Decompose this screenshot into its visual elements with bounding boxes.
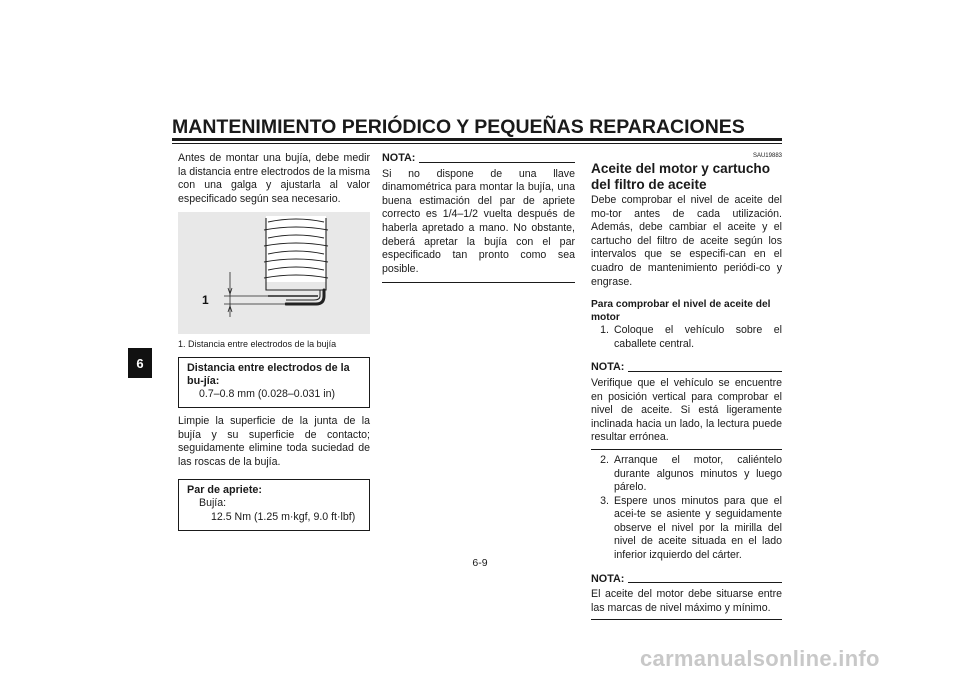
oil-intro: Debe comprobar el nivel de aceite del mo-tor antes de cada utilización. Además, debe cambiar el aceite y el cartucho del filtro de aceite según los intervalos que se especifi-can en el cuadro de mantenimiento periódi-co y engrase. [591, 194, 782, 288]
nota-end-rule-1 [591, 449, 782, 450]
nota-heading [382, 152, 575, 166]
gap-spec-box [178, 357, 370, 408]
gap-spec-value: 0.7–0.8 mm (0.028–0.031 in) [199, 388, 336, 401]
column-left [178, 152, 370, 531]
step-number: 1. [600, 324, 609, 337]
spark-plug-gap-intro: Antes de montar una bujía, debe medir la distancia entre electrodos de la misma con una galga y ajustarla al valor especificado según sea necesario. [178, 152, 370, 205]
torque-spec-box [178, 479, 370, 530]
step-2 [591, 454, 782, 495]
watermark: carmanualsonline.info [640, 646, 880, 671]
step-text: Arranque el motor, caliéntelo durante algunos minutos y luego párelo. [614, 453, 782, 494]
nota-end-rule-2 [591, 619, 782, 620]
torque-spec-value: 12.5 Nm (1.25 m·kgf, 9.0 ft·lbf) [211, 510, 356, 523]
nota-text-2: El aceite del motor debe situarse entre las marcas de nivel máximo y mínimo. [591, 588, 782, 614]
nota-label: NOTA: [591, 572, 625, 585]
step-text: Coloque el vehículo sobre el caballete central. [614, 324, 782, 350]
nota-rule [419, 162, 575, 163]
step-3 [591, 495, 782, 563]
spark-plug-figure [178, 212, 370, 334]
oil-level-subhead: Para comprobar el nivel de aceite del motor [591, 299, 771, 323]
nota-label: NOTA: [382, 152, 416, 164]
section-title: Aceite del motor y cartucho del filtro de aceite [591, 161, 771, 192]
figure-label: 1 [202, 293, 209, 308]
nota-text-1: Verifique que el vehículo se encuentre en posición vertical para comprobar el nivel de aceite. Si está ligeramente inclinada hacia un lado, la lectura puede resultar errónea. [591, 376, 782, 444]
header-rule-thick [172, 138, 782, 141]
nota-label: NOTA: [591, 361, 625, 374]
step-1 [591, 324, 782, 351]
figure-caption: 1. Distancia entre electrodos de la bujía [178, 339, 337, 350]
chapter-tab: 6 [128, 348, 152, 378]
gap-spec-title: Distancia entre electrodos de la bu-jía: [187, 362, 350, 388]
torque-spec-item: Bujía: [199, 497, 227, 510]
nota-end-rule [382, 282, 575, 283]
page-number: 6-9 [472, 557, 488, 569]
column-right [591, 152, 782, 620]
step-number: 2. [600, 453, 609, 466]
nota-heading-1 [591, 361, 782, 375]
nota-rule [628, 582, 782, 583]
step-text: Espere unos minutos para que el acei-te se asiente y seguidamente observe el nivel por la mirilla del nivel de aceite situada en el lado inferior izquierdo del cárter. [614, 494, 782, 562]
torque-spec-title: Par de apriete: [187, 484, 263, 497]
clean-plug-text: Limpie la superficie de la junta de la bujía y su superficie de contacto; seguidamente elimine toda suciedad de las roscas de la bujía. [178, 414, 370, 468]
section-code: SAU19883 [752, 153, 782, 159]
nota-rule [628, 371, 782, 372]
header-rule-thin [172, 143, 782, 144]
step-number: 3. [600, 494, 609, 507]
page-title: MANTENIMIENTO PERIÓDICO Y PEQUEÑAS REPARACIONES [172, 116, 745, 138]
nota-heading-2 [591, 573, 782, 587]
column-middle [382, 152, 575, 283]
nota-text: Si no dispone de una llave dinamométrica para montar la bujía, una buena estimación del par de apriete correcto es 1/4–1/2 vuelta después de haberla apretado a mano. No obstante, deberá apretar la bujía con el par especificado tan pronto como sea posible. [382, 167, 575, 275]
spark-plug-illustration [178, 212, 370, 334]
